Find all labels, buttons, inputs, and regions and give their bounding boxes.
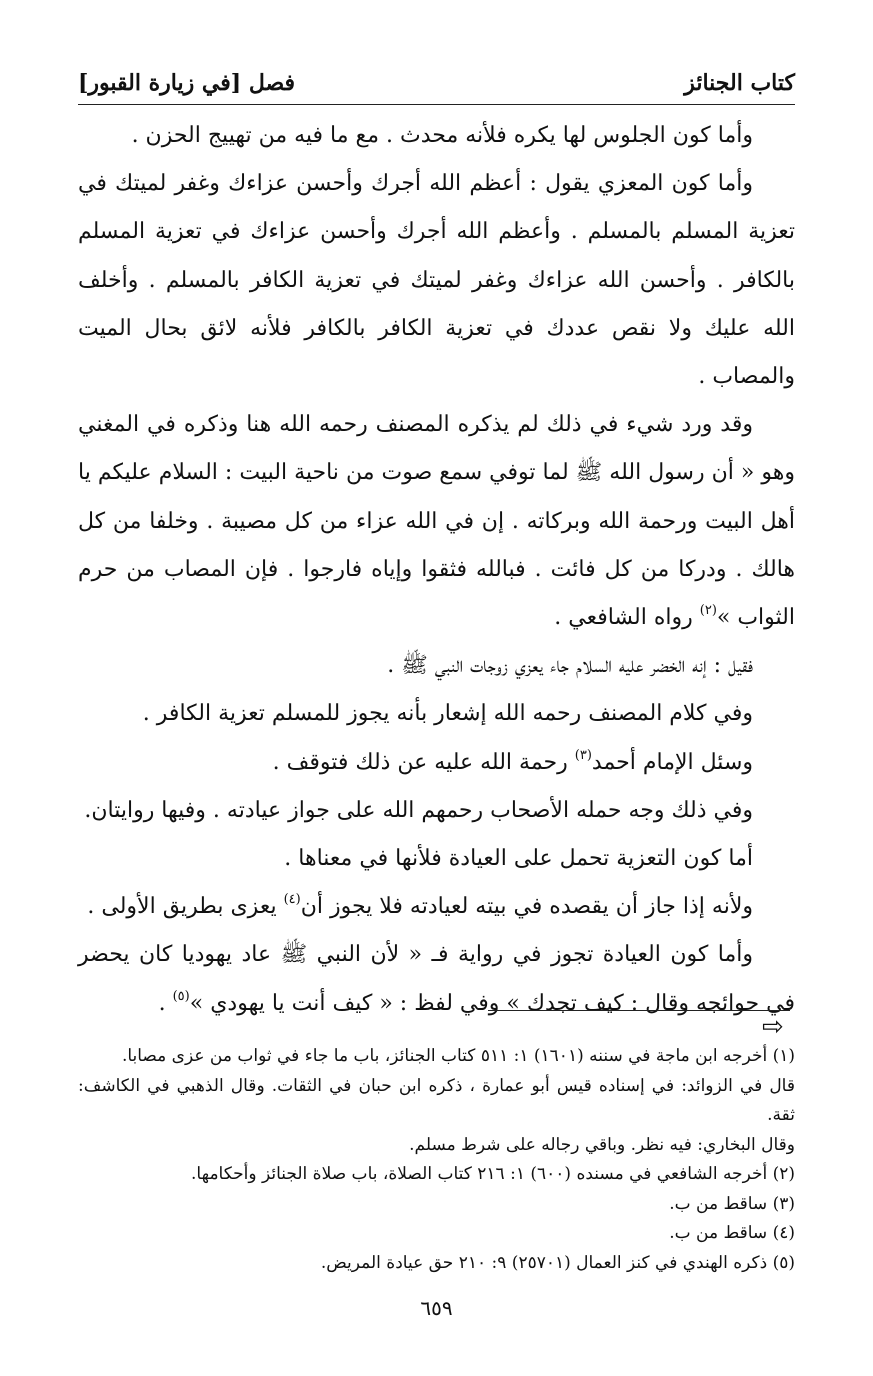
paragraph: وأما كون الجلوس لها يكره فلأنه محدث . مع ما فيه من تهييج الحزن . <box>131 123 753 148</box>
footnote: (١) أخرجه ابن ماجة في سننه (١٦٠١) ١: ٥١١ كتاب الجنائز، باب ما جاء في ثواب من عزى مصابا. <box>121 1046 795 1066</box>
paragraph-text: يعزى بطريق الأولى . <box>87 894 284 920</box>
paragraph-text: وقد ورد شيء في ذلك لم يذكره المصنف رحمه الله هنا وذكره في المغني وهو « أن رسول الله ﷺ لما توفي سمع صوت من ناحية البيت : السلام عليكم يا أهل البيت ورحمة الله وبركاته . إن في الله عزاء من كل مصيبة . وخلفا من كل هالك . ودركا من كل فائت . فبالله فثقوا وإياه فارجوا . فإن المصاب من حرم الثواب » <box>78 412 795 631</box>
paragraph <box>78 401 795 642</box>
footnote-ref: (٥) <box>172 988 190 1004</box>
footnote-separator <box>488 1010 790 1011</box>
footnote: (٢) أخرجه الشافعي في مسنده (٦٠٠) ١: ٢١٦ كتاب الصلاة، باب صلاة الجنائز وأحكامها. <box>191 1164 795 1184</box>
page-number: ٦٥٩ <box>420 1296 453 1320</box>
paragraph: وفي ذلك وجه حمله الأصحاب رحمهم الله على جواز عيادته . وفيها روايتان. <box>84 797 753 823</box>
paragraph-text: رحمة الله عليه عن ذلك فتوقف . <box>272 749 575 775</box>
paragraph <box>78 739 795 787</box>
paragraph-text: رواه الشافعي . <box>554 605 700 631</box>
footnotes <box>78 1042 795 1278</box>
footnote-ref: (٤) <box>283 892 301 908</box>
main-text <box>78 112 795 1028</box>
paragraph <box>78 931 795 1027</box>
footnote: (٤) ساقط من ب. <box>669 1223 795 1243</box>
paragraph: فقيل : إنه الخضر عليه السلام جاء يعزي زوجات النبي ﷺ . <box>387 653 753 679</box>
paragraph-text: ولأنه إذا جاز أن يقصده في بيته لعيادته فلا يجوز أن <box>300 894 753 920</box>
running-header <box>78 56 795 96</box>
paragraph: وأما كون المعزي يقول : أعظم الله أجرك وأحسن عزاءك وغفر لميتك في تعزية المسلم بالمسلم . وأعظم الله أجرك وأحسن عزاءك في تعزية المسلم بالكافر . وأحسن الله عزاءك وغفر لميتك في تعزية الكافر بالمسلم . وأخلف الله عليك ولا نقص عددك في تعزية الكافر بالكافر فلأنه لائق بحال الميت والمصاب . <box>78 171 795 390</box>
paragraph: أما كون التعزية تحمل على العيادة فلأنها في معناها . <box>284 846 753 872</box>
arrow-right-outline-icon: ⇨ <box>762 1012 784 1042</box>
footnote: (٥) ذكره الهندي في كنز العمال (٢٥٧٠١) ٩: ٢١٠ حق عيادة المريض. <box>320 1252 795 1273</box>
paragraph-text: . <box>158 990 173 1016</box>
paragraph-text: وأما كون العيادة تجوز في رواية فـ « لأن النبي ﷺ عاد يهوديا كان يحضر في حوائجه وقال : كيف تجدك » وفي لفظ : « كيف أنت يا يهودي » <box>78 942 795 1016</box>
paragraph-text: وسئل الإمام أحمد <box>591 749 753 775</box>
footnote: وقال البخاري: فيه نظر. وباقي رجاله على شرط مسلم. <box>409 1134 795 1155</box>
header-section-title: فصل [في زيارة القبور] <box>78 70 296 96</box>
paragraph: وفي كلام المصنف رحمه الله إشعار بأنه يجوز للمسلم تعزية الكافر . <box>142 701 753 727</box>
footnote-ref: (٢) <box>699 603 717 619</box>
header-divider <box>78 104 795 105</box>
footnote-ref: (٣) <box>574 747 592 763</box>
header-book-title: كتاب الجنائز <box>684 70 795 96</box>
footnote: (٣) ساقط من ب. <box>669 1193 795 1214</box>
footnote: قال في الزوائد: في إسناده قيس أبو عمارة ، ذكره ابن حبان في الثقات. وقال الذهبي في الكاشف: ثقة. <box>78 1075 795 1125</box>
paragraph <box>78 883 795 931</box>
